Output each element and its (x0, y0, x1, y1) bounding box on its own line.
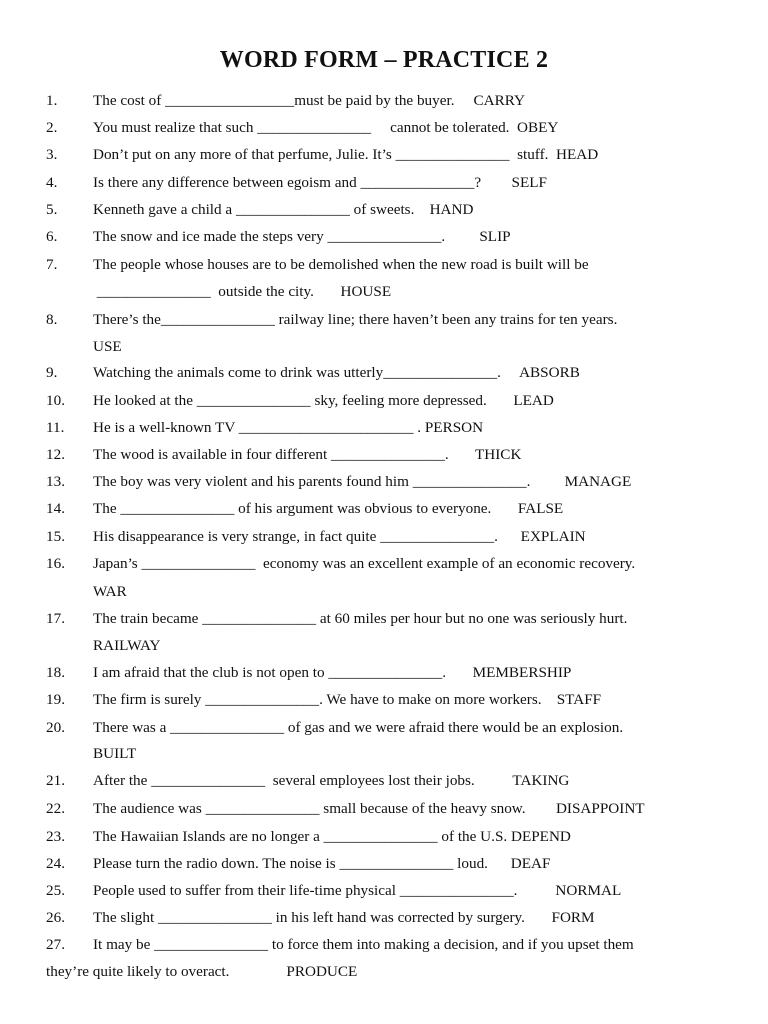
item-number: 22. (46, 800, 65, 817)
item-sentence: You must realize that such _______________ cannot be tolerated. OBEY (93, 119, 559, 136)
item-sentence: Watching the animals come to drink was utterly_______________. ABSORB (93, 364, 580, 381)
item-sentence-continuation: RAILWAY (93, 637, 161, 654)
item-number: 13. (46, 473, 65, 490)
item-sentence-continuation: USE (93, 338, 122, 355)
item-sentence: The snow and ice made the steps very _______________. SLIP (93, 228, 511, 245)
item-number: 7. (46, 256, 58, 273)
item-sentence: I am afraid that the club is not open to _______________. MEMBERSHIP (93, 664, 572, 681)
item-sentence: He looked at the _______________ sky, feeling more depressed. LEAD (93, 392, 554, 409)
item-sentence: It may be _______________ to force them into making a decision, and if you upset them (93, 936, 634, 953)
item-number: 21. (46, 772, 65, 789)
item-sentence: The wood is available in four different _______________. THICK (93, 446, 522, 463)
item-number: 2. (46, 119, 58, 136)
item-sentence: The _______________ of his argument was obvious to everyone. FALSE (93, 500, 564, 517)
item-sentence: The slight _______________ in his left hand was corrected by surgery. FORM (93, 909, 595, 926)
item-sentence: There was a _______________ of gas and we were afraid there would be an explosion. (93, 719, 624, 736)
item-number: 15. (46, 528, 65, 545)
item-sentence: His disappearance is very strange, in fact quite _______________. EXPLAIN (93, 528, 586, 545)
item-sentence: The train became _______________ at 60 miles per hour but no one was seriously hurt. (93, 610, 628, 627)
item-number: 20. (46, 719, 65, 736)
item-number: 6. (46, 228, 58, 245)
item-sentence: Is there any difference between egoism and _______________? SELF (93, 174, 547, 191)
item-sentence: The Hawaiian Islands are no longer a _______________ of the U.S. DEPEND (93, 828, 571, 845)
item-number: 17. (46, 610, 65, 627)
item-number: 8. (46, 311, 58, 328)
item-sentence: The people whose houses are to be demolished when the new road is built will be (93, 256, 589, 273)
item-sentence: Please turn the radio down. The noise is _______________ loud. DEAF (93, 855, 551, 872)
item-number: 1. (46, 92, 58, 109)
item-number: 14. (46, 500, 65, 517)
item-sentence-continuation: BUILT (93, 745, 137, 762)
item-sentence: Don’t put on any more of that perfume, Julie. It’s _______________ stuff. HEAD (93, 146, 599, 163)
item-number: 18. (46, 664, 65, 681)
exercise-27-continuation: they’re quite likely to overact. PRODUCE (46, 963, 358, 980)
item-number: 25. (46, 882, 65, 899)
item-number: 5. (46, 201, 58, 218)
item-number: 16. (46, 555, 65, 572)
item-number: 10. (46, 392, 65, 409)
item-sentence-continuation: _______________ outside the city. HOUSE (93, 283, 392, 300)
item-sentence: There’s the_______________ railway line; there haven’t been any trains for ten years. (93, 311, 618, 328)
item-sentence: The firm is surely _______________. We have to make on more workers. STAFF (93, 691, 602, 708)
item-number: 3. (46, 146, 58, 163)
page-title: WORD FORM – PRACTICE 2 (219, 47, 549, 73)
item-number: 19. (46, 691, 65, 708)
item-sentence: The boy was very violent and his parents found him _______________. MANAGE (93, 473, 632, 490)
item-sentence: After the _______________ several employees lost their jobs. TAKING (93, 772, 570, 789)
item-number: 12. (46, 446, 65, 463)
item-number: 9. (46, 364, 58, 381)
item-number: 23. (46, 828, 65, 845)
item-number: 4. (46, 174, 58, 191)
item-sentence: Japan’s _______________ economy was an excellent example of an economic recovery. (93, 555, 636, 572)
item-number: 27. (46, 936, 65, 953)
item-sentence: He is a well-known TV _______________________ . PERSON (93, 419, 484, 436)
item-sentence: Kenneth gave a child a _______________ of sweets. HAND (93, 201, 474, 218)
item-number: 24. (46, 855, 65, 872)
item-sentence: People used to suffer from their life-time physical _______________. NORMAL (93, 882, 622, 899)
item-number: 26. (46, 909, 65, 926)
item-sentence: The cost of _________________must be paid by the buyer. CARRY (93, 92, 525, 109)
item-number: 11. (46, 419, 65, 436)
item-sentence-continuation: WAR (93, 583, 127, 600)
item-sentence: The audience was _______________ small because of the heavy snow. DISAPPOINT (93, 800, 645, 817)
